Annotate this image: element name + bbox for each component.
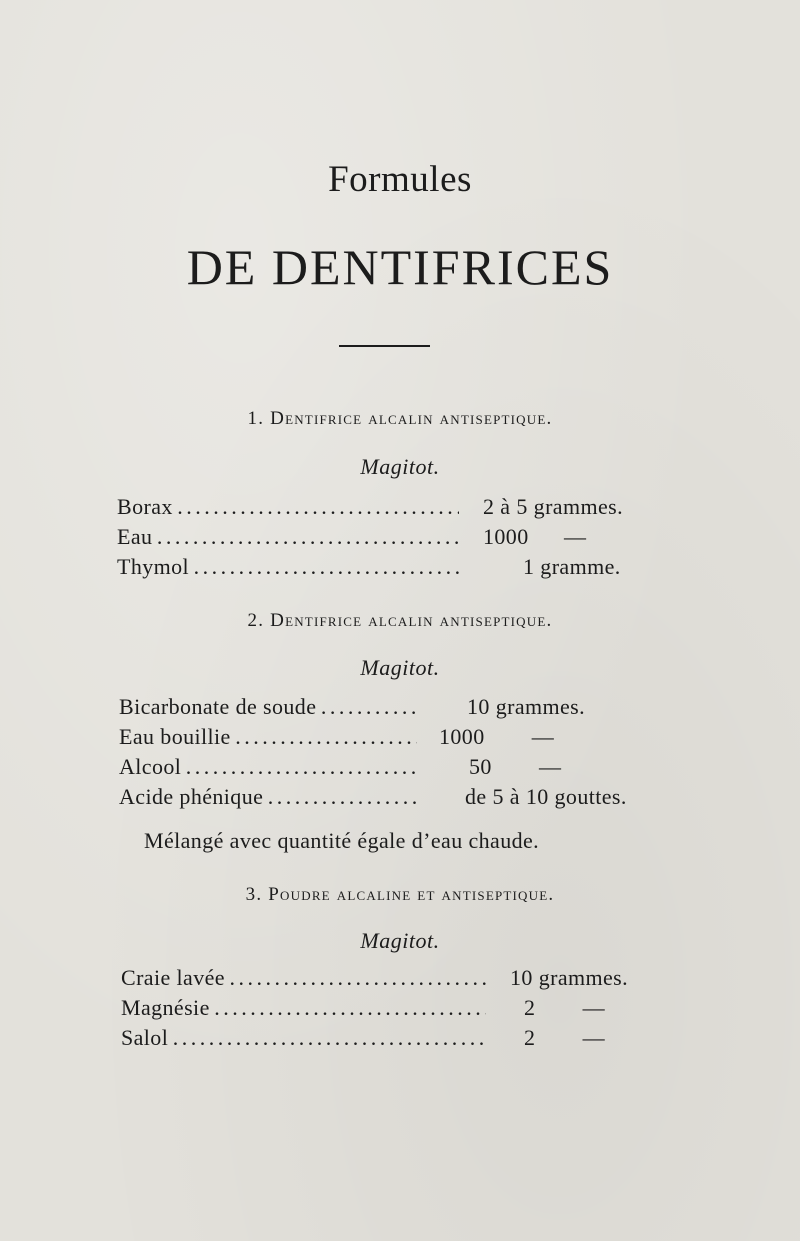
section-title: Poudre alcaline et antiseptique. — [268, 884, 555, 905]
section-heading-1 — [0, 408, 800, 430]
ingredient-name: Eau bouillie . . . — [119, 724, 417, 750]
ingredient-quantity: 2 — — [524, 1025, 605, 1050]
ingredient-name: Eau . . . — [117, 524, 459, 550]
section-number: 2. — [247, 610, 265, 631]
section-heading-3 — [0, 884, 800, 906]
ingredient-quantity: de 5 à 10 gouttes. — [465, 784, 627, 809]
ingredient-quantity: 50 — — [469, 754, 562, 779]
ingredient-quantity: 10 grammes. — [510, 965, 629, 990]
ingredient-name: Thymol . . . — [117, 554, 459, 580]
ingredient-name: Bicarbonate de soude . . . — [119, 694, 417, 720]
section-title: Dentifrice alcalin antiseptique. — [270, 408, 553, 429]
section-author-3: Magitot. — [360, 928, 440, 953]
ingredient-quantity: 1000 — — [439, 724, 555, 749]
ingredient-quantity: 2 à 5 grammes. — [483, 494, 624, 519]
ingredient-name: Borax . . . — [117, 494, 459, 520]
ingredient-name: Alcool . . . — [119, 754, 417, 780]
ingredient-quantity: 10 grammes. — [467, 694, 586, 719]
section-heading-2 — [0, 610, 800, 632]
page-title: DE DENTIFRICES — [186, 239, 614, 295]
recipe-note: Mélangé avec quantité égale d’eau chaude. — [144, 828, 540, 853]
section-number: 1. — [247, 408, 265, 429]
ingredient-quantity: 1000 — — [483, 524, 587, 549]
section-author-2: Magitot. — [360, 655, 440, 680]
section-title: Dentifrice alcalin antiseptique. — [270, 610, 553, 631]
section-author-1: Magitot. — [360, 454, 440, 479]
ingredient-name: Craie lavée . . . — [121, 965, 486, 991]
section-number: 3. — [245, 884, 263, 905]
ingredient-quantity: 2 — — [524, 995, 605, 1020]
page-title-small: Formules — [328, 159, 472, 200]
ingredient-name: Salol . . . — [121, 1025, 486, 1051]
title-rule — [339, 345, 430, 347]
ingredient-name: Acide phénique . . . — [119, 784, 417, 810]
ingredient-quantity: 1 gramme. — [523, 554, 621, 579]
ingredient-name: Magnésie . . . — [121, 995, 486, 1021]
